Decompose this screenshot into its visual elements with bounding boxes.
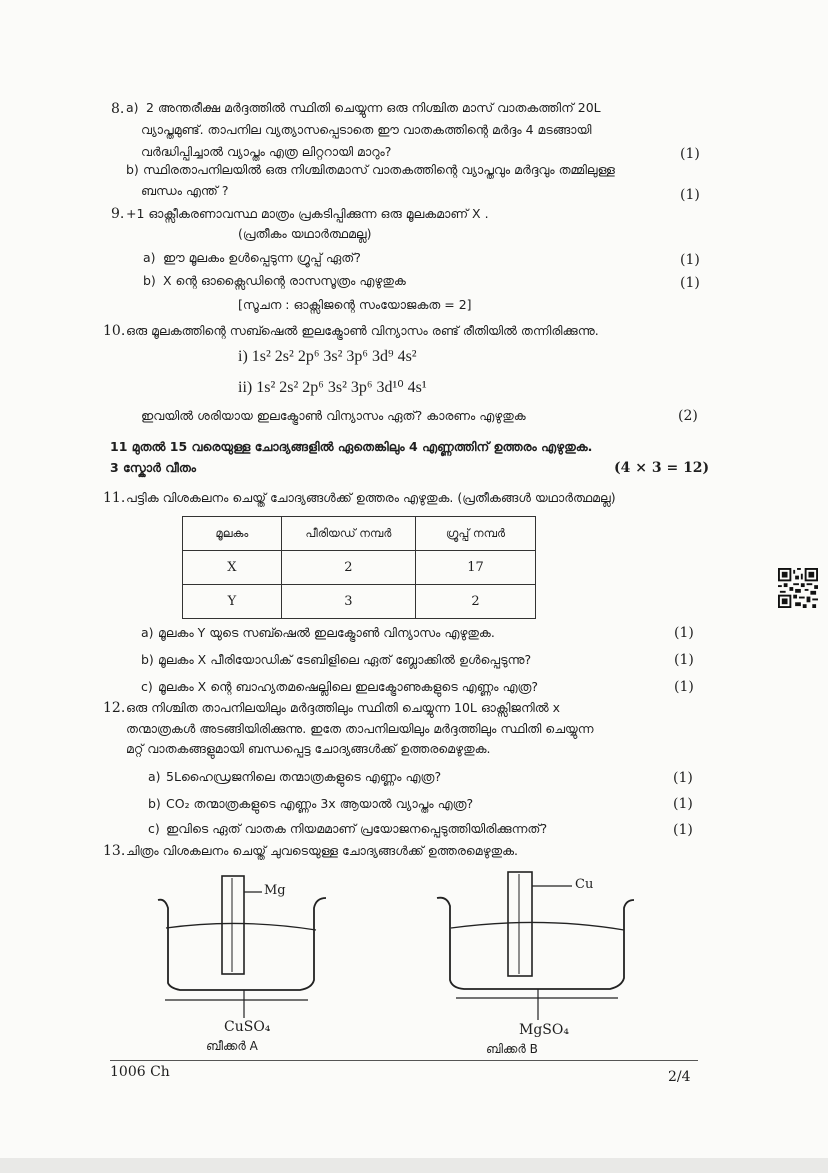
qr-code xyxy=(778,568,818,608)
scan-edge xyxy=(0,1158,828,1173)
table-cell: 2 xyxy=(415,585,535,619)
q10-mark: (2) xyxy=(678,408,698,424)
q9-hint: [സൂചന : ഓക്സിജന്റെ സംയോജകത = 2] xyxy=(238,297,472,312)
q11b-text: മൂലകം X പീരിയോഡിക് ടേബിളിലെ ഏത് ബ്ലോക്കിൽ ഉൾപ്പെടുന്നു? xyxy=(158,652,532,667)
q11-number: 11. xyxy=(103,490,126,506)
q13-number: 13. xyxy=(103,843,126,859)
page-number: 2/4 xyxy=(668,1069,691,1085)
table-header: പീരിയഡ് നമ്പർ xyxy=(281,517,415,551)
table-cell: X xyxy=(183,551,282,585)
mgso4-label: MgSO₄ xyxy=(519,1022,569,1038)
q11a-label: a) xyxy=(141,625,154,640)
section-instruction: 11 മുതൽ 15 വരെയുള്ള ചോദ്യങ്ങളിൽ ഏതെങ്കിലും 4 എണ്ണത്തിന് ഉത്തരം എഴുതുക. xyxy=(110,439,593,454)
q10-line1: ഒരു മൂലകത്തിന്റെ സബ്ഷെൽ ഇലക്ട്രോൺ വിന്യാസം രണ്ട് രീതിയിൽ തന്നിരിക്കുന്നു. xyxy=(126,323,599,338)
table-header-row xyxy=(183,517,536,551)
q9b-label: b) xyxy=(143,273,156,288)
q12c-text: ഇവിടെ ഏത് വാതക നിയമമാണ് പ്രയോജനപ്പെടുത്തിയിരിക്കുന്നത്? xyxy=(166,821,548,836)
cu-strip xyxy=(508,872,532,976)
q10-formula-2: ii) 1s² 2s² 2p⁶ 3s² 3p⁶ 3d¹⁰ 4s¹ xyxy=(238,379,427,396)
q8a-line3: വർദ്ധിപ്പിച്ചാൽ വ്യാപ്തം എത്ര ലിറ്ററായി മാറും? xyxy=(141,144,392,159)
q11b-mark: (1) xyxy=(674,652,694,668)
table-cell: Y xyxy=(183,585,282,619)
cuso4-label: CuSO₄ xyxy=(224,1019,271,1035)
paper-code: 1006 Ch xyxy=(110,1064,170,1080)
table-row xyxy=(183,551,536,585)
mg-label: Mg xyxy=(264,883,286,898)
q9b-text: X ന്റെ ഓക്സൈഡിന്റെ രാസസൂത്രം എഴുതുക xyxy=(163,273,406,288)
q11c-mark: (1) xyxy=(674,679,694,695)
q11c-text: മൂലകം X ന്റെ ബാഹ്യതമഷെല്ലിലെ ഇലക്ട്രോണുകളുടെ എണ്ണം എത്ര? xyxy=(158,679,539,694)
q12-line2: തന്മാത്രകൾ അടങ്ങിയിരിക്കുന്നു. ഇതേ താപനിലയിലും മർദ്ദത്തിലും സ്ഥിതി ചെയ്യുന്ന xyxy=(126,721,594,736)
beaker-b-liquid-level xyxy=(451,922,624,930)
q12a-text: 5Lഹൈഡ്രജനിലെ തന്മാത്രകളുടെ എണ്ണം എത്ര? xyxy=(166,769,442,784)
table-header: മൂലകം xyxy=(183,517,282,551)
beaker-a-body xyxy=(158,898,326,990)
element-table xyxy=(182,516,536,619)
q12c-mark: (1) xyxy=(673,822,693,838)
q10-formula-1: i) 1s² 2s² 2p⁶ 3s² 3p⁶ 3d⁹ 4s² xyxy=(238,348,417,365)
q9a-text: ഈ മൂലകം ഉൾപ്പെടുന്ന ഗ്രൂപ്പ് ഏത്? xyxy=(163,250,361,265)
q12b-mark: (1) xyxy=(673,796,693,812)
section-score: (4 × 3 = 12) xyxy=(614,460,710,476)
q12-number: 12. xyxy=(103,700,126,716)
table-cell: 17 xyxy=(415,551,535,585)
q11a-text: മൂലകം Y യുടെ സബ്ഷെൽ ഇലക്ട്രോൺ വിന്യാസം എഴുതുക. xyxy=(158,625,495,640)
table-cell: 3 xyxy=(281,585,415,619)
q8a-mark: (1) xyxy=(680,146,700,162)
table-row xyxy=(183,585,536,619)
q12a-mark: (1) xyxy=(673,770,693,786)
q8a-label: a) xyxy=(126,100,139,115)
q9a-mark: (1) xyxy=(680,252,700,268)
q10-number: 10. xyxy=(103,323,126,339)
q9-number: 9. xyxy=(111,206,125,222)
q8b-line2: ബന്ധം എന്ത് ? xyxy=(141,183,229,198)
cu-label: Cu xyxy=(575,877,594,892)
q8b-mark: (1) xyxy=(680,187,700,203)
table-cell: 2 xyxy=(281,551,415,585)
q8b-label: b) xyxy=(126,162,139,177)
beaker-b xyxy=(437,872,634,1020)
q13-line1: ചിത്രം വിശകലനം ചെയ്ത് ചുവടെയുള്ള ചോദ്യങ്ങൾക്ക് ഉത്തരമെഴുതുക. xyxy=(126,843,518,858)
q11-line1: പട്ടിക വിശകലനം ചെയ്ത് ചോദ്യങ്ങൾക്ക് ഉത്തരം എഴുതുക. (പ്രതീകങ്ങൾ യഥാർത്ഥമല്ല) xyxy=(126,490,616,505)
beaker-a-liquid-level xyxy=(166,923,316,930)
q8-number: 8. xyxy=(111,101,125,117)
beaker-a-label: ബീക്കർ A xyxy=(206,1039,258,1053)
q8a-line1: 2 അന്തരീക്ഷ മർദ്ദത്തിൽ സ്ഥിതി ചെയ്യുന്ന ഒരു നിശ്ചിത മാസ് വാതകത്തിന് 20L xyxy=(146,100,601,115)
q10-question: ഇവയിൽ ശരിയായ ഇലക്ട്രോൺ വിന്യാസം ഏത്? കാരണം എഴുതുക xyxy=(141,408,526,423)
mg-strip xyxy=(222,876,244,974)
q9-line2: (പ്രതീകം യഥാർത്ഥമല്ല) xyxy=(238,226,372,241)
q8a-line2: വ്യാപ്തമുണ്ട്. താപനില വ്യത്യാസപ്പെടാതെ ഈ വാതകത്തിന്റെ മർദ്ദം 4 മടങ്ങായി xyxy=(141,122,592,137)
q9a-label: a) xyxy=(143,250,156,265)
q8b-line1: സ്ഥിരതാപനിലയിൽ ഒരു നിശ്ചിതമാസ് വാതകത്തിന്റെ വ്യാപ്തവും മർദ്ദവും തമ്മിലുള്ള xyxy=(143,162,615,177)
q11a-mark: (1) xyxy=(674,625,694,641)
beaker-b-body xyxy=(437,898,634,989)
beaker-b-label: ബിക്കർ B xyxy=(486,1042,538,1056)
beaker-a xyxy=(158,876,326,1018)
q12c-label: c) xyxy=(148,821,160,836)
q12b-text: CO₂ തന്മാത്രകളുടെ എണ്ണം 3x ആയാൽ വ്യാപ്തം എത്ര? xyxy=(166,796,474,811)
q12b-label: b) xyxy=(148,796,161,811)
q12a-label: a) xyxy=(148,769,161,784)
q12-line3: മറ്റ് വാതകങ്ങളുമായി ബന്ധപ്പെട്ട ചോദ്യങ്ങൾക്ക് ഉത്തരമെഴുതുക. xyxy=(126,741,491,756)
section-score-label: 3 സ്കോർ വീതം xyxy=(110,460,197,475)
q9-line1: +1 ഓക്സീകരണാവസ്ഥ മാത്രം പ്രകടിപ്പിക്കുന്ന ഒരു മൂലകമാണ് X . xyxy=(126,206,489,221)
q11c-label: c) xyxy=(141,679,153,694)
table-header: ഗ്രൂപ്പ് നമ്പർ xyxy=(415,517,535,551)
q9b-mark: (1) xyxy=(680,275,700,291)
q11b-label: b) xyxy=(141,652,154,667)
footer-divider xyxy=(110,1060,698,1061)
q12-line1: ഒരു നിശ്ചിത താപനിലയിലും മർദ്ദത്തിലും സ്ഥിതി ചെയ്യുന്ന 10L ഓക്സിജനിൽ x xyxy=(126,700,561,715)
